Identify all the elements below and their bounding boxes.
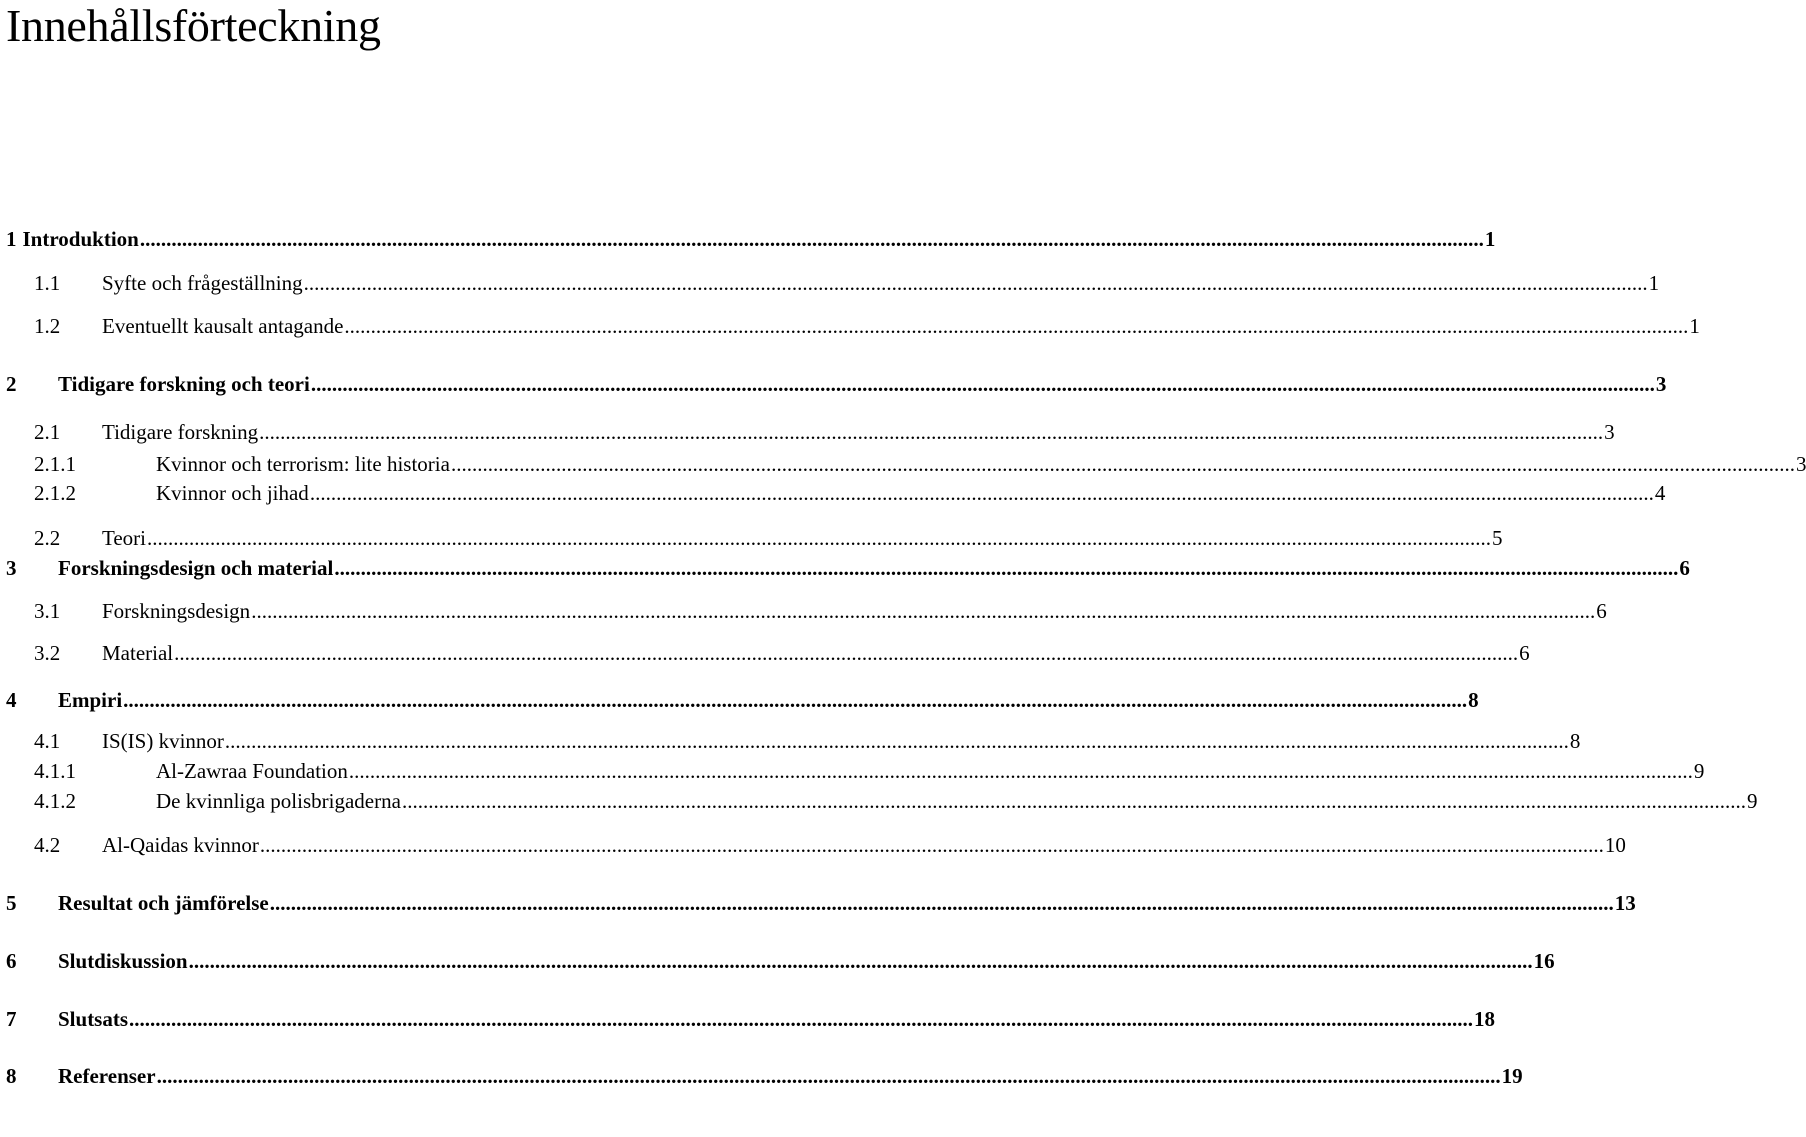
toc-entry-title: Kvinnor och jihad [156, 481, 309, 505]
toc-entry-2[interactable] [6, 370, 1667, 398]
toc-dot-leader [189, 947, 1533, 975]
toc-entry-page: 3 [1795, 452, 1806, 476]
toc-entry-number: 4 [6, 688, 17, 712]
toc-entry-2-1[interactable] [34, 418, 1615, 446]
toc-entry-1-2[interactable] [34, 312, 1700, 340]
toc-dot-leader [259, 418, 1603, 446]
toc-entry-page: 6 [1596, 599, 1607, 623]
toc-entry-title: Eventuellt kausalt antagande [102, 314, 344, 338]
toc-dot-leader [304, 269, 1648, 297]
toc-entry-2-2[interactable] [34, 524, 1503, 552]
toc-entry-number: 5 [6, 891, 17, 915]
toc-entry-title: Referenser [58, 1064, 156, 1088]
toc-entry-3-1[interactable] [34, 597, 1607, 625]
toc-entry-page: 10 [1604, 833, 1626, 857]
toc-entry-page: 1 [1689, 314, 1700, 338]
toc-entry-number: 2 [6, 372, 17, 396]
toc-entry-page: 3 [1604, 420, 1615, 444]
toc-entry-page: 13 [1614, 891, 1636, 915]
toc-entry-page: 6 [1519, 641, 1530, 665]
toc-entry-page: 16 [1533, 949, 1555, 973]
toc-entry-number: 7 [6, 1007, 17, 1031]
toc-entry-title: Kvinnor och terrorism: lite historia [156, 452, 450, 476]
toc-entry-title: Slutsats [58, 1007, 129, 1031]
toc-entry-number: 8 [6, 1064, 17, 1088]
toc-entry-number: 2.1.1 [34, 452, 76, 476]
toc-entry-number: 3 [6, 556, 17, 580]
toc-entry-page: 5 [1492, 526, 1503, 550]
toc-dot-leader [260, 831, 1604, 859]
toc-entry-page: 4 [1654, 481, 1666, 505]
toc-entry-4[interactable] [6, 686, 1479, 714]
toc-dot-leader [157, 1062, 1501, 1090]
toc-entry-1-1[interactable] [34, 269, 1660, 297]
toc-dot-leader [225, 727, 1569, 755]
toc-entry-title: Slutdiskussion [58, 949, 188, 973]
toc-entry-title: Material [102, 641, 174, 665]
toc-entry-number: 2.1 [34, 420, 61, 444]
toc-dot-leader [147, 524, 1491, 552]
toc-entry-2-1-1[interactable] [34, 450, 1806, 478]
toc-entry-5[interactable] [6, 889, 1636, 917]
toc-entry-title: Forskningsdesign [102, 599, 251, 623]
toc-entry-6[interactable] [6, 947, 1555, 975]
toc-entry-number: 2.2 [34, 526, 61, 550]
page-title: Innehållsförteckning [6, 0, 381, 51]
toc-entry-number: 6 [6, 949, 17, 973]
toc-dot-leader [129, 1005, 1473, 1033]
toc-entry-title: Resultat och jämförelse [58, 891, 269, 915]
toc-entry-title: Teori [102, 526, 147, 550]
toc-dot-leader [174, 639, 1518, 667]
toc-entry-1[interactable] [6, 225, 1496, 253]
toc-entry-number: 1.1 [34, 271, 61, 295]
toc-entry-3[interactable] [6, 554, 1690, 582]
toc-entry-title: Tidigare forskning och teori [58, 372, 310, 396]
toc-entry-number: 3.1 [34, 599, 61, 623]
toc-dot-leader [451, 450, 1795, 478]
toc-dot-leader [349, 757, 1693, 785]
toc-dot-leader [123, 686, 1467, 714]
toc-entry-page: 1 [1648, 271, 1660, 295]
toc-entry-page: 1 [1484, 227, 1496, 251]
toc-entry-title: Introduktion [22, 227, 139, 251]
toc-dot-leader [334, 554, 1678, 582]
toc-entry-2-1-2[interactable] [34, 479, 1666, 507]
toc-entry-page: 6 [1679, 556, 1690, 580]
toc-entry-number: 4.1.2 [34, 789, 76, 813]
toc-dot-leader [140, 225, 1484, 253]
toc-entry-title: Tidigare forskning [102, 420, 259, 444]
toc-entry-title: Forskningsdesign och material [58, 556, 334, 580]
toc-entry-number: 4.1.1 [34, 759, 76, 783]
toc-entry-title: Syfte och frågeställning [102, 271, 303, 295]
toc-entry-page: 18 [1474, 1007, 1496, 1031]
toc-entry-number: 4.1 [34, 729, 61, 753]
toc-entry-title: De kvinnliga polisbrigaderna [156, 789, 401, 813]
toc-entry-4-1-2[interactable] [34, 787, 1758, 815]
toc-entry-page: 19 [1501, 1064, 1523, 1088]
toc-entry-page: 8 [1569, 729, 1581, 753]
toc-dot-leader [402, 787, 1746, 815]
toc-entry-page: 9 [1693, 759, 1705, 783]
toc-entry-page: 3 [1655, 372, 1667, 396]
toc-entry-number: 1 [6, 227, 17, 251]
toc-dot-leader [311, 370, 1655, 398]
toc-entry-page: 8 [1468, 688, 1479, 712]
toc-entry-number: 1.2 [34, 314, 61, 338]
toc-dot-leader [251, 597, 1595, 625]
toc-entry-title: Al-Zawraa Foundation [156, 759, 348, 783]
toc-entry-4-1[interactable] [34, 727, 1581, 755]
toc-entry-title: Al-Qaidas kvinnor [102, 833, 259, 857]
toc-entry-number: 3.2 [34, 641, 61, 665]
toc-entry-4-2[interactable] [34, 831, 1626, 859]
toc-entry-7[interactable] [6, 1005, 1496, 1033]
toc-dot-leader [270, 889, 1614, 917]
toc-dot-leader [310, 479, 1654, 507]
toc-entry-number: 2.1.2 [34, 481, 76, 505]
toc-entry-4-1-1[interactable] [34, 757, 1705, 785]
toc-entry-8[interactable] [6, 1062, 1523, 1090]
toc-entry-number: 4.2 [34, 833, 61, 857]
toc-entry-title: Empiri [58, 688, 123, 712]
toc-dot-leader [344, 312, 1688, 340]
toc-entry-3-2[interactable] [34, 639, 1530, 667]
toc-entry-page: 9 [1746, 789, 1758, 813]
toc-entry-title: IS(IS) kvinnor [102, 729, 224, 753]
